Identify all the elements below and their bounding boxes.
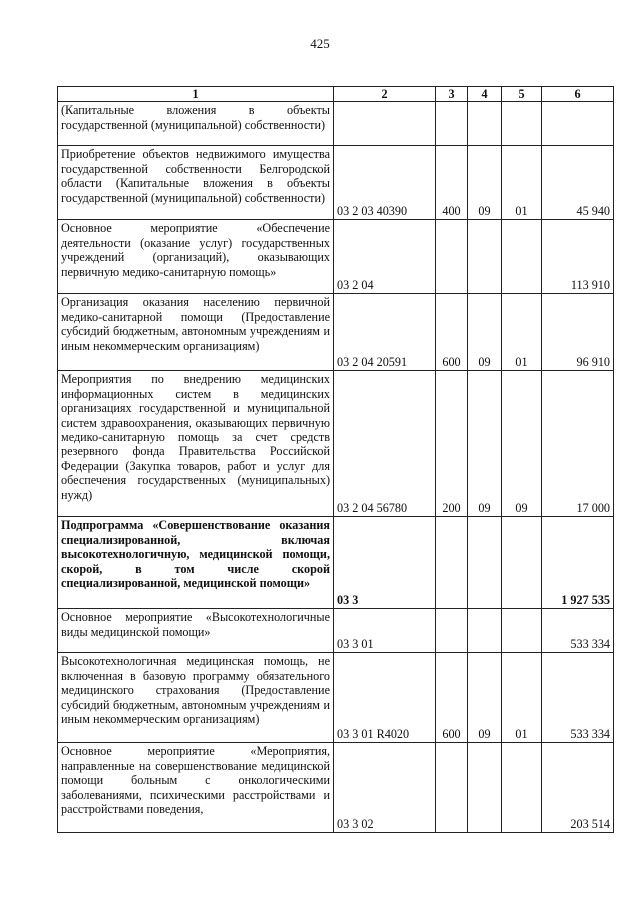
- table-row: [58, 102, 614, 146]
- row-code: 03 2 04: [334, 220, 436, 294]
- column-header: 4: [468, 87, 502, 102]
- row-amount: 113 910: [542, 220, 614, 294]
- row-col5: [502, 220, 542, 294]
- row-col4: [468, 743, 502, 833]
- row-code: 03 3 02: [334, 743, 436, 833]
- row-col4: [468, 220, 502, 294]
- row-col3: 600: [436, 294, 468, 371]
- row-amount: 96 910: [542, 294, 614, 371]
- row-col4: 09: [468, 653, 502, 743]
- row-col5: 01: [502, 146, 542, 220]
- row-amount: 203 514: [542, 743, 614, 833]
- row-col3: [436, 220, 468, 294]
- row-amount: [542, 102, 614, 146]
- row-col5: [502, 517, 542, 609]
- row-name: Организация оказания населению первичной медико-санитарной помощи (Предоставление субсидий бюджетным, автономным учреждениям и иным некоммерческим организациям): [58, 294, 334, 371]
- row-col5: [502, 609, 542, 653]
- row-code: 03 2 03 40390: [334, 146, 436, 220]
- row-amount: 1 927 535: [542, 517, 614, 609]
- table-row: [58, 653, 614, 743]
- row-amount: 17 000: [542, 371, 614, 517]
- row-col3: [436, 609, 468, 653]
- table-row: [58, 743, 614, 833]
- row-col4: 09: [468, 294, 502, 371]
- row-col3: 200: [436, 371, 468, 517]
- row-name: Основное мероприятие «Обеспечение деятельности (оказание услуг) государственных учреждений (организаций), оказывающих первичную медико-санитарную помощь»: [58, 220, 334, 294]
- row-col5: 01: [502, 294, 542, 371]
- row-col3: [436, 743, 468, 833]
- row-code: 03 3: [334, 517, 436, 609]
- row-col5: 09: [502, 371, 542, 517]
- row-code: [334, 102, 436, 146]
- row-name: Основное мероприятие «Высокотехнологичные виды медицинской помощи»: [58, 609, 334, 653]
- row-amount: 45 940: [542, 146, 614, 220]
- row-col3: [436, 102, 468, 146]
- row-code: 03 3 01 R4020: [334, 653, 436, 743]
- row-name: Основное мероприятие «Мероприятия, направленные на совершенствование медицинской помощи больным с онкологическими заболеваниями, психическими расстройствами и расстройствами поведения,: [58, 743, 334, 833]
- table-row: [58, 517, 614, 609]
- row-name: Высокотехнологичная медицинская помощь, не включенная в базовую программу обязательного медицинского страхования (Предоставление субсидий бюджетным, автономным учреждениям и иным некоммерческим организациям): [58, 653, 334, 743]
- row-code: 03 3 01: [334, 609, 436, 653]
- table-row: [58, 371, 614, 517]
- column-header: 1: [58, 87, 334, 102]
- row-code: 03 2 04 56780: [334, 371, 436, 517]
- page-number: 425: [310, 36, 330, 51]
- table-row: [58, 146, 614, 220]
- row-col4: [468, 102, 502, 146]
- table-row: [58, 220, 614, 294]
- row-name: Приобретение объектов недвижимого имущества государственной собственности Белгородской области (Капитальные вложения в объекты государственной (муниципальной) собственности): [58, 146, 334, 220]
- budget-table: [57, 86, 614, 833]
- row-amount: 533 334: [542, 653, 614, 743]
- table-row: [58, 294, 614, 371]
- table-row: [58, 609, 614, 653]
- column-header: 2: [334, 87, 436, 102]
- column-header: 6: [542, 87, 614, 102]
- row-col3: 400: [436, 146, 468, 220]
- column-header: 5: [502, 87, 542, 102]
- row-col4: 09: [468, 371, 502, 517]
- row-col3: [436, 517, 468, 609]
- row-col5: [502, 743, 542, 833]
- row-code: 03 2 04 20591: [334, 294, 436, 371]
- row-col4: [468, 609, 502, 653]
- row-amount: 533 334: [542, 609, 614, 653]
- row-name: (Капитальные вложения в объекты государственной (муниципальной) собственности): [58, 102, 334, 146]
- row-name: Мероприятия по внедрению медицинских информационных систем в медицинских организациях государственной и муниципальной систем здравоохранения, оказывающих первичную медико-санитарную помощь за счет средств резервного фонда Правительства Российской Федерации (Закупка товаров, работ и услуг для обеспечения государственных (муниципальных) нужд): [58, 371, 334, 517]
- table-header-row: [58, 87, 614, 102]
- row-col3: 600: [436, 653, 468, 743]
- row-col5: 01: [502, 653, 542, 743]
- row-col4: [468, 517, 502, 609]
- row-name: Подпрограмма «Совершенствование оказания специализированной, включая высокотехнологичную, медицинской помощи, скорой, в том числе скорой специализированной, медицинской помощи»: [58, 517, 334, 609]
- row-col5: [502, 102, 542, 146]
- row-col4: 09: [468, 146, 502, 220]
- column-header: 3: [436, 87, 468, 102]
